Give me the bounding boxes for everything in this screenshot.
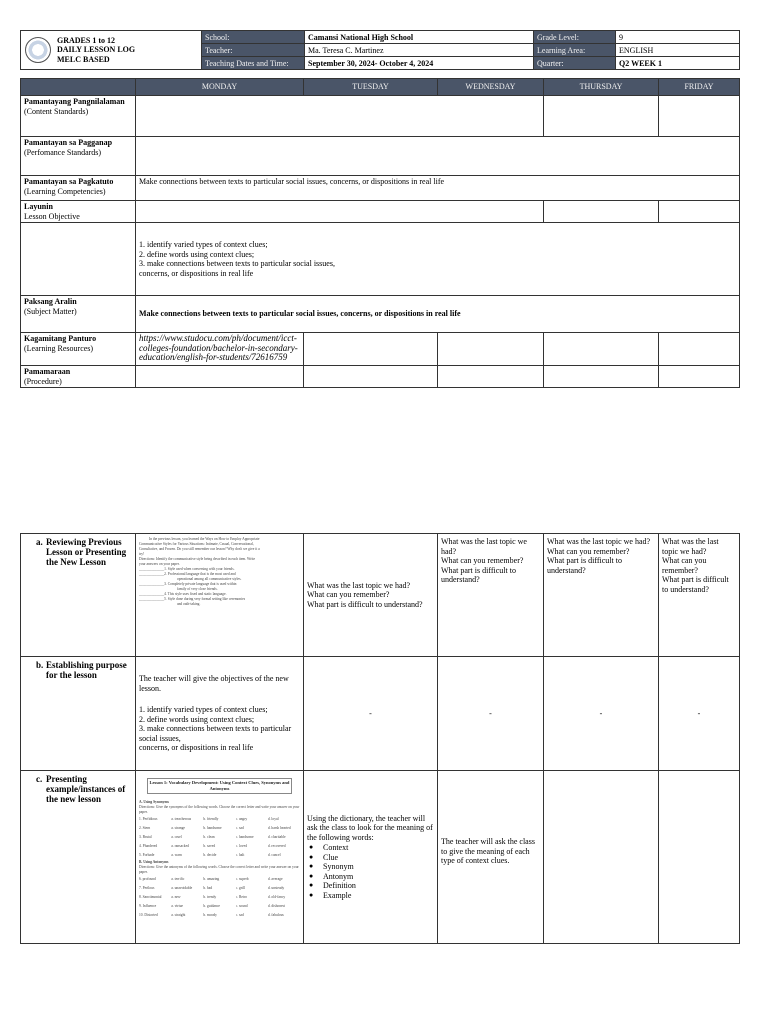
step-c-label: c. Presenting example/instances of the new lesson bbox=[21, 771, 136, 944]
procedure-table bbox=[20, 533, 740, 944]
vocabulary-word: ● Synonym bbox=[307, 862, 434, 872]
step-b-monday: The teacher will give the objectives of the new lesson. 1. identify varied types of context clues; 2. define words using context clues; 3. make connections between texts to particular social issues, concerns, or dispositions in real life bbox=[136, 657, 304, 771]
vocabulary-word: ● Context bbox=[307, 843, 434, 853]
dates-label: Teaching Dates and Time: bbox=[202, 57, 305, 70]
day-header-tuesday: TUESDAY bbox=[304, 79, 438, 96]
worksheet-item-row: 10. Distorted a. straight b. moody c. sad d. fabulous bbox=[139, 913, 284, 917]
day-header-monday: MONDAY bbox=[136, 79, 304, 96]
worksheet-item-row: 8. Sanctimonial a. new b. trendy c. Retro d. old-fancy bbox=[139, 895, 286, 899]
step-b-friday: - bbox=[659, 657, 740, 771]
step-c-tuesday: The teacher will ask the class to give the meaning of each type of context clues. bbox=[438, 771, 544, 944]
worksheet-line: Directions: Identify the communicative style being described in each item. Write bbox=[139, 557, 256, 561]
step-a-monday: What was the last topic we had? What can you remember? What part is difficult to understand? bbox=[304, 534, 438, 657]
worksheet-line: In the previous lesson, you learned the Ways on How to Employ Appropriate bbox=[149, 537, 260, 541]
vocabulary-word: ● Example bbox=[307, 891, 434, 901]
header-table bbox=[20, 30, 740, 70]
row-label-competencies: Pamantayan sa Pagkatuto (Learning Competencies) bbox=[21, 176, 136, 201]
grade-value: 9 bbox=[616, 31, 740, 44]
day-header-thursday: THURSDAY bbox=[544, 79, 659, 96]
day-header-wednesday: WEDNESDAY bbox=[438, 79, 544, 96]
step-c-worksheet-image: Lesson 1: Vocabulary Development: Using Context Clues, Synonyms and Antonyms A. Using Synonyms Directions: Give the synonyms of the following words. Choose the correct letter and write your answer on your paper. 1. Perfidious a. treacherous b. friendly c. angry d. loyal 2. Stern a. strange b. handsome c. sad d. harsh hearted 3. Brutal a. cruel b. clean c. handsome d. charitable 4. Plundered a. ransacked b. saved c. loved d. recovered 5. Forbade a. warn b. decide c. halt d. cancel B. Using Antonyms Directions: Give the antonyms of the following words. Choose the correct letter and write your answer on your paper. 6. profound a. terrific b. amazing c. superb d. average 7. Perilous a. unavoidable b. bad c. grill d. unsteady 8. Sanctimonial a. new b. trendy c. Retro d. old-fancy 9. Influence a. virtue b. guidance c. sound d. dishonest 10. Distorted a. straight b. moody c. sad d. fabulous bbox=[136, 771, 304, 944]
step-b-label: b. Establishing purpose for the lesson bbox=[21, 657, 136, 771]
worksheet-line: ______________5. Style done during very formal setting like ceremonies bbox=[139, 597, 246, 601]
worksheet-line: operational among all communicative styles. bbox=[177, 577, 242, 581]
dates-value: September 30, 2024- October 4, 2024 bbox=[305, 57, 534, 70]
lesson-plan-table bbox=[20, 78, 740, 388]
corner-header bbox=[21, 79, 136, 96]
logo-line-1: GRADES 1 to 12 bbox=[57, 35, 116, 45]
vocabulary-word: ● Definition bbox=[307, 881, 434, 891]
school-label: School: bbox=[202, 31, 305, 44]
performance-standards-cell bbox=[136, 137, 740, 176]
vocabulary-word: ● Clue bbox=[307, 853, 434, 863]
worksheet-line: Consultative, and Frozen. Do you still remember our lesson? Why don't we give it a bbox=[139, 547, 260, 551]
quarter-label: Quarter: bbox=[534, 57, 616, 70]
worksheet-line: try! bbox=[139, 552, 145, 556]
row-label-performance-standards: Pamantayan sa Pagganap (Perfomance Standards) bbox=[21, 137, 136, 176]
logo-line-3: MELC BASED bbox=[57, 54, 110, 64]
worksheet-item-row: 5. Forbade a. warn b. decide c. halt d. cancel bbox=[139, 853, 281, 857]
step-b-thursday: - bbox=[544, 657, 659, 771]
competencies-text: Make connections between texts to particular social issues, concerns, or dispositions in real life bbox=[136, 176, 740, 201]
teacher-label: Teacher: bbox=[202, 44, 305, 57]
teacher-value: Ma. Teresa C. Martinez bbox=[305, 44, 534, 57]
objectives-list: 1. identify varied types of context clues; 2. define words using context clues; 3. make connections between texts to particular social issues, concerns, or dispositions in real life bbox=[136, 223, 740, 296]
deped-seal-icon bbox=[25, 37, 51, 63]
resource-link[interactable]: https://www.studocu.com/ph/document/icct-colleges-foundation/bachelor-in-secondary-education/english-for-students/72616759 bbox=[136, 333, 304, 366]
step-a-worksheet-image bbox=[136, 534, 304, 657]
logo-line-2: DAILY LESSON LOG bbox=[57, 45, 136, 55]
worksheet-item-row: 1. Perfidious a. treacherous b. friendly c. angry d. loyal bbox=[139, 817, 279, 821]
worksheet-title: Lesson 1: Vocabulary Development: Using Context Clues, Synonyms and Antonyms bbox=[147, 778, 292, 794]
worksheet-line: ______________4. This style uses fixed and static language. bbox=[139, 592, 227, 596]
vocabulary-word-list bbox=[307, 843, 434, 900]
row-label-resources: Kagamitang Panturo (Learning Resources) bbox=[21, 333, 136, 366]
row-label-objective: Layunin Lesson Objective bbox=[21, 201, 136, 223]
worksheet-line: ______________2. Professional language that is the most used and bbox=[139, 572, 236, 576]
step-a-wednesday: What was the last topic we had? What can you remember? What part is difficult to understand? bbox=[544, 534, 659, 657]
worksheet-item-row: 3. Brutal a. cruel b. clean c. handsome d. charitable bbox=[139, 835, 286, 839]
step-c-monday: Using the dictionary, the teacher will ask the class to look for the meaning of the following words: ● Context ● Clue ● Synonym ● Antonym ● Definition ● Example bbox=[304, 771, 438, 944]
worksheet-line: Communicative Styles for Various Situations: Intimate, Casual, Conversational, bbox=[139, 542, 254, 546]
worksheet-line: ______________3. Completely private language that is used within bbox=[139, 582, 237, 586]
row-label-procedure: Pamamaraan (Procedure) bbox=[21, 366, 136, 388]
vocabulary-word: ● Antonym bbox=[307, 872, 434, 882]
row-label-content-standards: Pamantayang Pangnilalaman (Content Standards) bbox=[21, 96, 136, 137]
area-label: Learning Area: bbox=[534, 44, 616, 57]
step-a-thursday: What was the last topic we had? What can you remember? What part is difficult to understand? bbox=[659, 534, 740, 657]
worksheet-item-row: 4. Plundered a. ransacked b. saved c. loved d. recovered bbox=[139, 844, 286, 848]
step-a-label: a. Reviewing Previous Lesson or Presenting the New Lesson bbox=[21, 534, 136, 657]
step-a-tuesday: What was the last topic we had? What can you remember? What part is difficult to understand? bbox=[438, 534, 544, 657]
area-value: ENGLISH bbox=[616, 44, 740, 57]
school-value: Camansi National High School bbox=[305, 31, 534, 44]
step-b-tuesday: - bbox=[304, 657, 438, 771]
day-header-friday: FRIDAY bbox=[659, 79, 740, 96]
worksheet-item-row: 9. Influence a. virtue b. guidance c. sound d. dishonest bbox=[139, 904, 285, 908]
content-standards-cell bbox=[136, 96, 544, 137]
worksheet-line: ______________1. Style used when conversing with your friends. bbox=[139, 567, 235, 571]
quarter-value: Q2 WEEK 1 bbox=[616, 57, 740, 70]
worksheet-item-row: 6. profound a. terrific b. amazing c. superb d. average bbox=[139, 877, 283, 881]
worksheet-line: your answers on your paper. bbox=[139, 562, 180, 566]
worksheet-line: family of very close friends. bbox=[177, 587, 218, 591]
worksheet-line: and oath-taking. bbox=[177, 602, 201, 606]
row-label-subject-matter: Paksang Aralin (Subject Matter) bbox=[21, 296, 136, 333]
step-b-wednesday: - bbox=[438, 657, 544, 771]
logo-cell bbox=[21, 31, 202, 70]
grade-label: Grade Level: bbox=[534, 31, 616, 44]
worksheet-item-row: 2. Stern a. strange b. handsome c. sad d. harsh hearted bbox=[139, 826, 291, 830]
worksheet-item-row: 7. Perilous a. unavoidable b. bad c. grill d. unsteady bbox=[139, 886, 285, 890]
subject-matter-text: Make connections between texts to particular social issues, concerns, or dispositions in real life bbox=[136, 296, 740, 333]
